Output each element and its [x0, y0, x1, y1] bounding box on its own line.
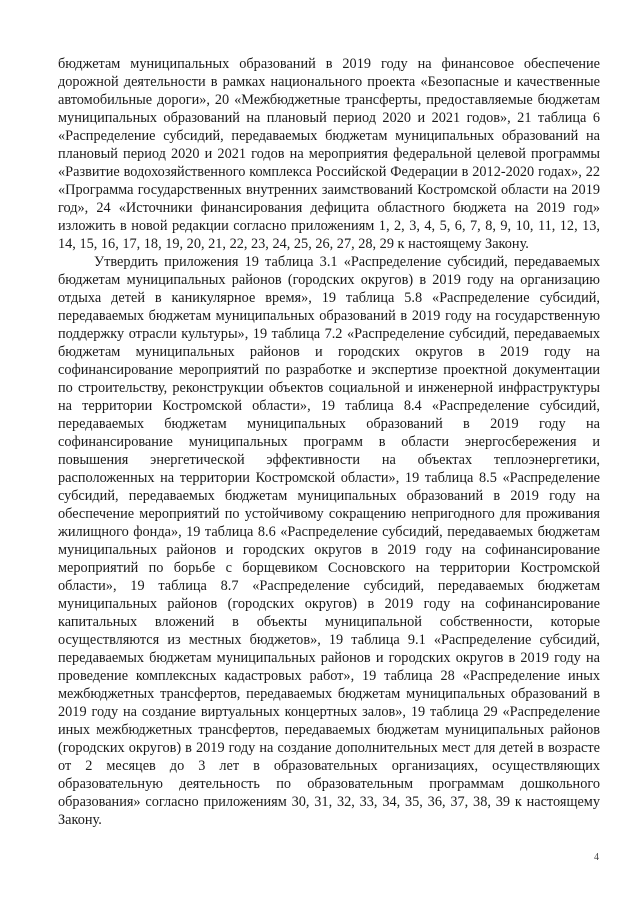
paragraph-approve-appendices: Утвердить приложения 19 таблица 3.1 «Распределение субсидий, передаваемых бюджетам муниципальных районов (городских округов) в 2019 году на организацию отдыха детей в каникулярное время», 19 таблица 5.8 «Распределение субсидий, передаваемых бюджетам муниципальных образований в 2019 году на государственную поддержку отрасли культуры», 19 таблица 7.2 «Распределение субсидий, передаваемых бюджетам муниципальных районов и городских округов в 2019 году на софинансирование мероприятий по разработке и экспертизе проектной документации по строительству, реконструкции объектов социальной и инженерной инфраструктуры на территории Костромской области», 19 таблица 8.4 «Распределение субсидий, передаваемых бюджетам муниципальных образований в 2019 году на софинансирование муниципальных программ в области энергосбережения и повышения энергетической эффективности на объектах теплоэнергетики, расположенных на территории Костромской области», 19 таблица 8.5 «Распределение субсидий, передаваемых бюджетам муниципальных образований в 2019 году на обеспечение мероприятий по устойчивому сокращению непригодного для проживания жилищного фонда», 19 таблица 8.6 «Распределение субсидий, передаваемых бюджетам муниципальных районов и городских округов в 2019 году на софинансирование мероприятий по борьбе с борщевиком Сосновского на территории Костромской области», 19 таблица 8.7 «Распределение субсидий, передаваемых бюджетам муниципальных районов (городских округов) в 2019 году на софинансирование капитальных вложений в объекты муниципальной собственности, которые осуществляются из местных бюджетов», 19 таблица 9.1 «Распределение субсидий, передаваемых бюджетам муниципальных районов и городских округов в 2019 году на проведение комплексных кадастровых работ», 19 таблица 28 «Распределение иных межбюджетных трансфертов, передаваемых бюджетам муниципальных образований в 2019 году на создание виртуальных концертных залов», 19 таблица 29 «Распределение иных межбюджетных трансфертов, передаваемых бюджетам муниципальных районов (городских округов) в 2019 году на создание дополнительных мест для детей в возрасте от 2 месяцев до 3 лет в образовательных организациях, осуществляющих образовательную деятельность по образовательным программам дошкольного образования» согласно приложениям 30, 31, 32, 33, 34, 35, 36, 37, 38, 39 к настоящему Закону.: [58, 254, 600, 828]
paragraph-continuation: бюджетам муниципальных образований в 2019 году на финансовое обеспечение дорожной деятельности в рамках национального проекта «Безопасные и качественные автомобильные дороги», 20 «Межбюджетные трансферты, предоставляемые бюджетам муниципальных образований на плановый период 2020 и 2021 годов», 21 таблица 6 «Распределение субсидий, передаваемых бюджетам муниципальных образований на плановый период 2020 и 2021 годов на мероприятия федеральной целевой программы «Развитие водохозяйственного комплекса Российской Федерации в 2012-2020 годах», 22 «Программа государственных внутренних заимствований Костромской области на 2019 год», 24 «Источники финансирования дефицита областного бюджета на 2019 год» изложить в новой редакции согласно приложениям 1, 2, 3, 4, 5, 6, 7, 8, 9, 10, 11, 12, 13, 14, 15, 16, 17, 18, 19, 20, 21, 22, 23, 24, 25, 26, 27, 28, 29 к настоящему Закону.: [58, 56, 600, 252]
document-body: [58, 55, 600, 829]
page-number: 4: [594, 852, 599, 863]
